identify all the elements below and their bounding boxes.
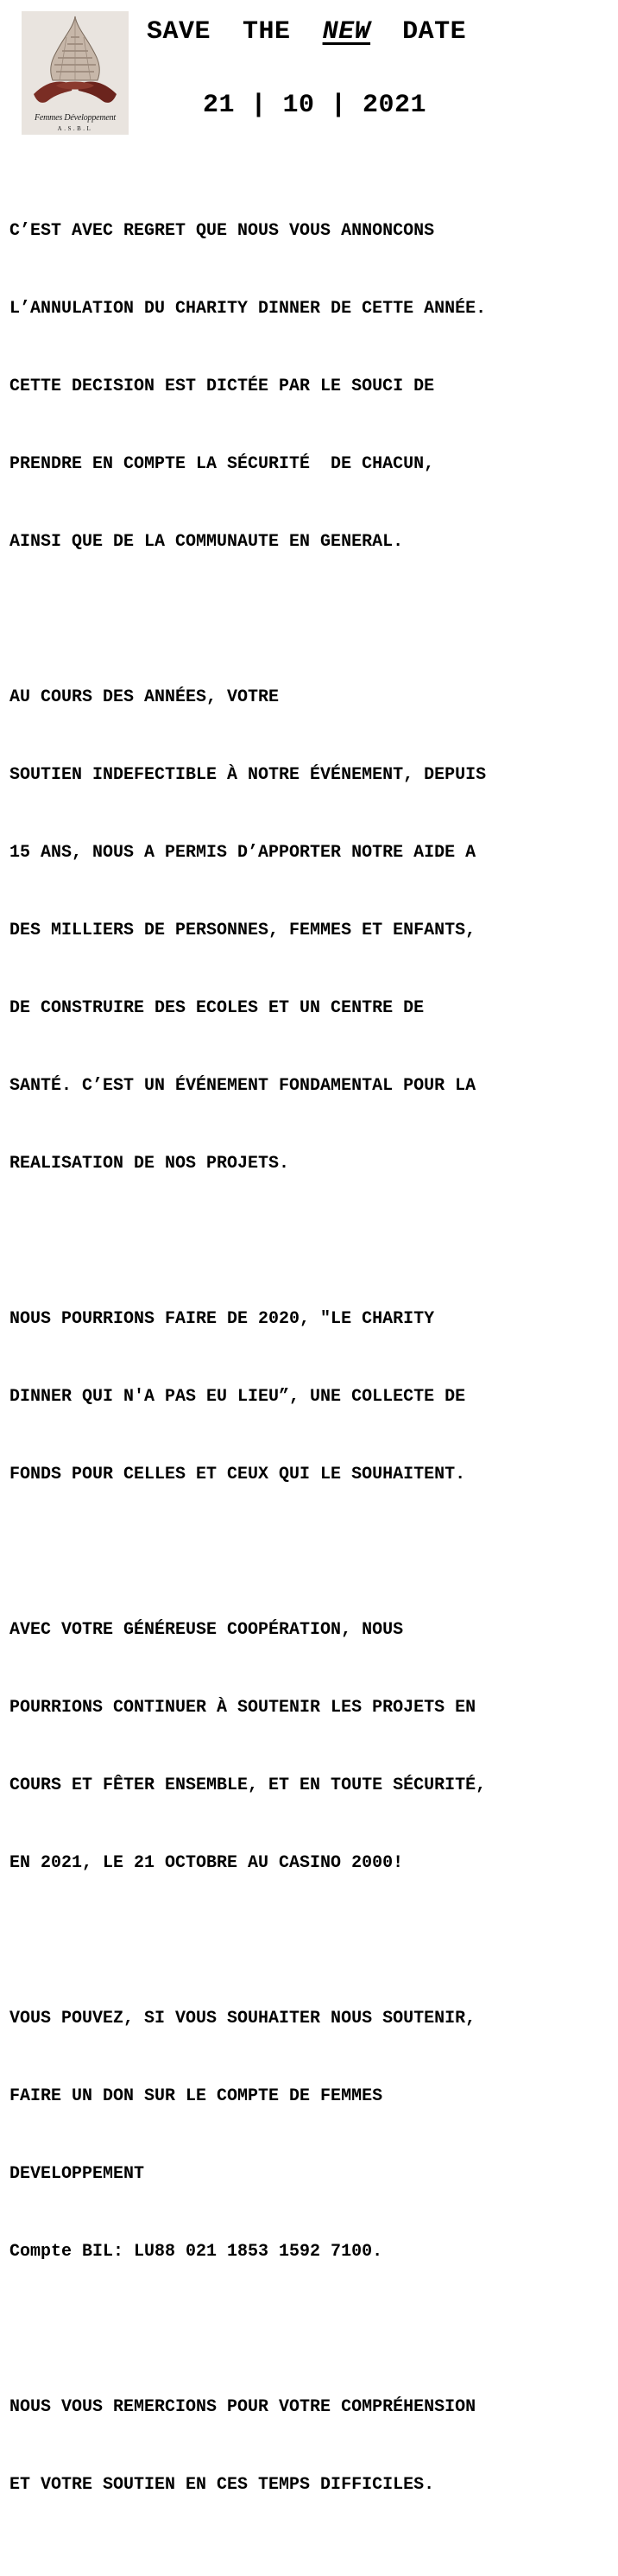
paragraph-donation	[9, 1954, 614, 2317]
text-line: AINSI QUE DE LA COMMUNAUTE EN GENERAL.	[9, 532, 404, 552]
text-line: NOUS POURRIONS FAIRE DE 2020, "LE CHARITY	[9, 1309, 435, 1329]
text-line: NOUS VOUS REMERCIONS POUR VOTRE COMPRÉHENSION	[9, 2397, 476, 2417]
headline-the: THE	[243, 17, 291, 47]
text-line: DINNER QUI N'A PAS EU LIEU”, UNE COLLECTE DE	[9, 1387, 466, 1407]
headline-new: NEW	[322, 17, 371, 47]
text-line: SOUTIEN INDEFECTIBLE À NOTRE ÉVÉNEMENT, DEPUIS	[9, 765, 487, 785]
text-line: DES MILLIERS DE PERSONNES, FEMMES ET ENFANTS,	[9, 921, 476, 940]
logo-name: Femmes Développement	[34, 113, 116, 123]
text-line: VOUS POUVEZ, SI VOUS SOUHAITER NOUS SOUTENIR,	[9, 2009, 476, 2029]
text-line: CETTE DECISION EST DICTÉE PAR LE SOUCI DE	[9, 377, 435, 396]
event-date: 21 | 10 | 2021	[203, 91, 427, 120]
paragraph-cancellation	[9, 167, 614, 607]
text-line: ET VOTRE SOUTIEN EN CES TEMPS DIFFICILES.	[9, 2475, 435, 2495]
logo-subtitle: A.S.B.L	[57, 125, 93, 132]
text-line: EN 2021, LE 21 OCTOBRE AU CASINO 2000!	[9, 1853, 404, 1873]
text-line: FAIRE UN DON SUR LE COMPTE DE FEMMES	[9, 2086, 383, 2106]
paragraph-fundraiser	[9, 1255, 614, 1540]
headline	[147, 17, 466, 47]
text-line: DE CONSTRUIRE DES ECOLES ET UN CENTRE DE	[9, 998, 425, 1018]
headline-date-word: DATE	[402, 17, 467, 47]
paragraph-support	[9, 633, 614, 1229]
bank-account-line: Compte BIL: LU88 021 1853 1592 7100.	[9, 2242, 383, 2262]
text-line: REALISATION DE NOS PROJETS.	[9, 1154, 290, 1174]
text-line: PRENDRE EN COMPTE LA SÉCURITÉ DE CHACUN,	[9, 454, 435, 474]
text-line: DEVELOPPEMENT	[9, 2164, 145, 2184]
letter-body	[9, 167, 614, 2576]
text-line: FONDS POUR CELLES ET CEUX QUI LE SOUHAITENT.	[9, 1465, 466, 1484]
text-line: AU COURS DES ANNÉES, VOTRE	[9, 687, 280, 707]
organization-logo	[22, 11, 129, 135]
text-line: 15 ANS, NOUS A PERMIS D’APPORTER NOTRE AIDE A	[9, 843, 476, 863]
headline-save: SAVE	[147, 17, 211, 47]
text-line: AVEC VOTRE GÉNÉREUSE COOPÉRATION, NOUS	[9, 1620, 404, 1640]
paragraph-thanks	[9, 2343, 614, 2550]
text-line: POURRIONS CONTINUER À SOUTENIR LES PROJETS EN	[9, 1698, 476, 1718]
paragraph-cooperation	[9, 1566, 614, 1928]
text-line: SANTÉ. C’EST UN ÉVÉNEMENT FONDAMENTAL POUR LA	[9, 1076, 476, 1096]
text-line: L’ANNULATION DU CHARITY DINNER DE CETTE ANNÉE.	[9, 299, 487, 319]
text-line: C’EST AVEC REGRET QUE NOUS VOUS ANNONCONS	[9, 221, 435, 241]
text-line: COURS ET FÊTER ENSEMBLE, ET EN TOUTE SÉCURITÉ,	[9, 1775, 487, 1795]
